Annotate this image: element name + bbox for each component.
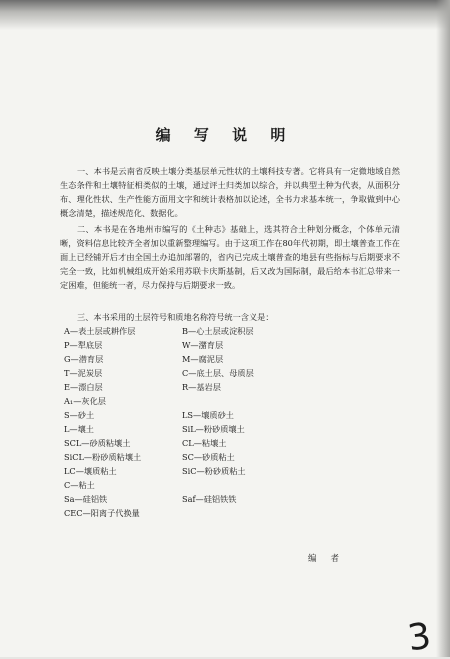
- horizon-symbol: C—底土层、母质层: [182, 368, 254, 378]
- texture-symbol: SiC—粉砂质粘土: [182, 466, 246, 476]
- horizon-symbol: B—心土层或淀积层: [182, 326, 254, 336]
- paragraph-2: 二、本书是在各地州市编写的《土种志》基础上，选其符合土种划分概念，个体单元清晰，资料信息比较齐全者加以重新整理编写。由于这项工作在80年代初期，即土壤普查工作在面上已经铺开后才由全国土办追加部署的，省内已完成土壤普查的地县有些指标与后期要求不完全一致，比如机械组成开始采用苏联卡庆斯基制，后又改为国际制，最后给本书汇总带来一定困难，但能统一者，尽力保持与后期要求一致。: [60, 224, 400, 290]
- horizon-symbol: W—潴育层: [182, 340, 224, 350]
- texture-symbol: SCL—砂质粘壤土: [64, 438, 131, 448]
- page-number: 3: [405, 615, 434, 659]
- texture-symbol: CEC—阳离子代换量: [64, 508, 140, 518]
- horizon-symbol: A₁—灰化层: [64, 396, 106, 406]
- horizon-symbol: P—犁底层: [64, 340, 103, 350]
- texture-symbol: C—粘土: [64, 480, 95, 490]
- texture-symbol: LC—壤质粘土: [64, 466, 117, 476]
- horizon-symbol: A—表土层或耕作层: [64, 326, 136, 336]
- paragraph-1: 一、本书是云南省反映土壤分类基层单元性状的土壤科技专著。它将具有一定微地域自然生态条件和土壤特征相类似的土壤，通过评土归类加以综合，并以典型土种为代表，从面积分布、理化性状、生产性能方面用文字和统计表格加以论述，全书力求基本统一，争取做到中心概念清楚，描述规范化、数据化。: [60, 166, 400, 218]
- texture-symbol: L—壤土: [64, 424, 94, 434]
- texture-symbol: S—砂土: [64, 410, 95, 420]
- horizon-symbol: T—泥炭层: [64, 368, 103, 378]
- texture-symbol: Sa—硅铝铁: [64, 494, 108, 504]
- texture-symbol: CL—粘壤土: [182, 438, 227, 448]
- texture-symbol: LS—壤质砂土: [182, 410, 234, 420]
- page-title: 编 写 说 明: [155, 126, 295, 144]
- editor-signature: 编者: [308, 554, 354, 564]
- paragraph-3: 三、本书采用的土层符号和质地名称符号统一含义是：: [77, 312, 274, 322]
- horizon-symbol: E—漂白层: [64, 382, 103, 392]
- horizon-symbol: G—潜育层: [64, 354, 104, 364]
- texture-symbol: SiCL—粉砂质粘壤土: [64, 452, 142, 462]
- scan-shadow-top: [0, 0, 450, 30]
- horizon-symbol: R—基岩层: [182, 382, 221, 392]
- texture-symbol: SC—砂质粘土: [182, 452, 235, 462]
- scan-shadow-right: [436, 0, 450, 657]
- horizon-symbol: M—腐泥层: [182, 354, 224, 364]
- texture-symbol: SiL—粉砂质壤土: [182, 424, 245, 434]
- texture-symbol: Saf—硅铝铁铁: [182, 494, 237, 504]
